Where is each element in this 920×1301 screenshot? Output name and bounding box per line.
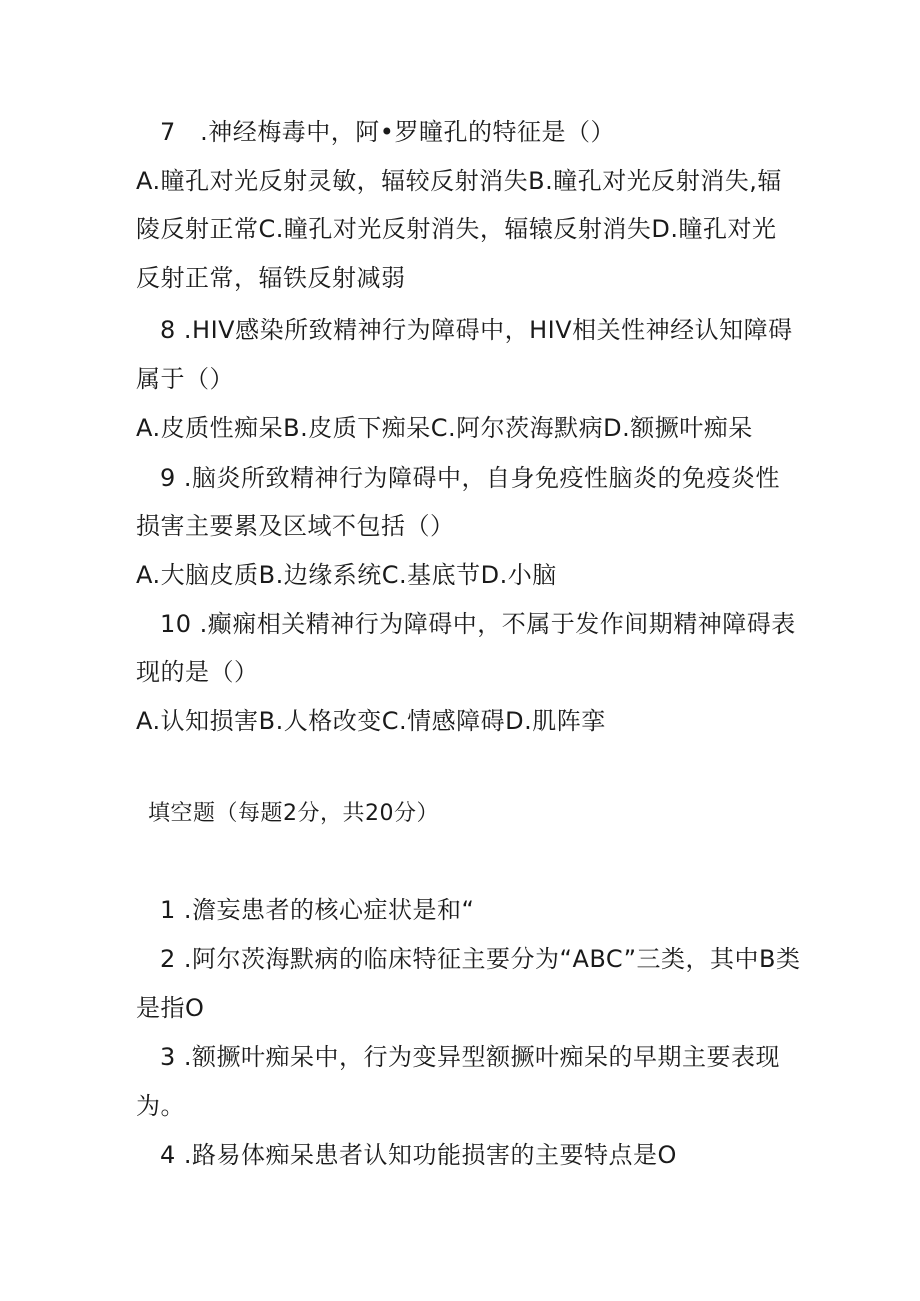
- question-7-line-3: 陵反射正常C.瞳孔对光反射消失，辐辕反射消失D.瞳孔对光: [136, 215, 777, 243]
- question-8-line-2: 属于（）: [136, 365, 234, 393]
- question-7-line-4: 反射正常，辐铁反射减弱: [136, 264, 406, 292]
- fill-blank-3-line-2: 为。: [136, 1092, 185, 1120]
- question-9-line-1: 9 .脑炎所致精神行为障碍中，自身免疫性脑炎的免疫炎性: [160, 464, 781, 492]
- question-9-line-2: 损害主要累及区域不包括（）: [136, 512, 455, 540]
- fill-blank-3-line-1: 3 .额撅叶痴呆中，行为变异型额撅叶痴呆的早期主要表现: [160, 1043, 781, 1071]
- fill-blank-2-line-2: 是指O: [136, 994, 205, 1022]
- fill-blank-4-line-1: 4 .路易体痴呆患者认知功能损害的主要特点是O: [160, 1141, 677, 1169]
- question-10-line-1: 10 .癫痫相关精神行为障碍中，不属于发作间期精神障碍表: [160, 610, 796, 638]
- question-7-line-2: A.瞳孔对光反射灵敏，辐较反射消失B.瞳孔对光反射消失,辐: [136, 167, 782, 195]
- section-title: 填空题（每题2分，共20分）: [148, 801, 439, 826]
- question-9-line-3: A.大脑皮质B.边缘系统C.基底节D.小脑: [136, 561, 557, 589]
- fill-blank-1-line-1: 1 .澹妄患者的核心症状是和“: [160, 896, 475, 924]
- question-8-line-3: A.皮质性痴呆B.皮质下痴呆C.阿尔茨海默病D.额撅叶痴呆: [136, 414, 753, 442]
- fill-blank-2-line-1: 2 .阿尔茨海默病的临床特征主要分为“ABC”三类，其中B类: [160, 945, 801, 973]
- question-7-line-1: 7 .神经梅毒中，阿•罗瞳孔的特征是（）: [160, 118, 615, 146]
- question-8-line-1: 8 .HIV感染所致精神行为障碍中，HIV相关性神经认知障碍: [160, 316, 793, 344]
- question-10-line-3: A.认知损害B.人格改变C.情感障碍D.肌阵挛: [136, 707, 606, 735]
- question-10-line-2: 现的是（）: [136, 658, 259, 686]
